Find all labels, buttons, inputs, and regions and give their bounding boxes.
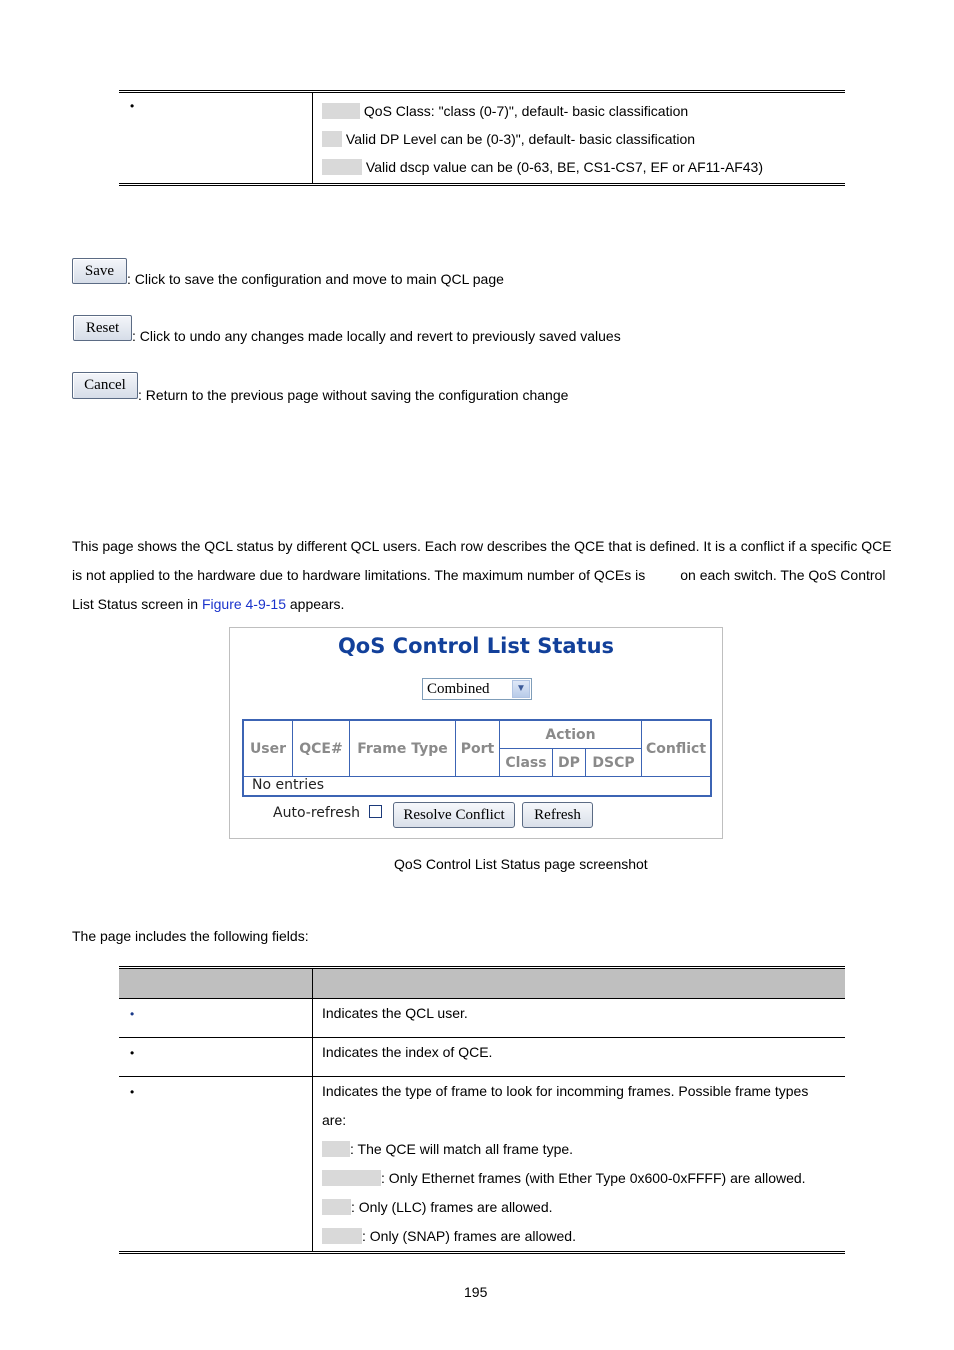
top-table-left-cell <box>119 93 313 183</box>
fields-table-header <box>119 969 845 998</box>
dscp-line: Valid dscp value can be (0-63, BE, CS1-CS7, EF or AF11-AF43) <box>322 153 845 182</box>
chevron-down-icon[interactable]: ▼ <box>512 680 530 698</box>
top-table-row <box>119 93 845 183</box>
resolve-conflict-button[interactable]: Resolve Conflict <box>393 802 515 828</box>
user-select[interactable] <box>422 678 532 700</box>
col-port: Port <box>456 721 500 777</box>
top-table <box>119 90 845 186</box>
table-row <box>119 1076 845 1251</box>
frame-type-llc: : Only (LLC) frames are allowed. <box>322 1193 845 1222</box>
reset-button[interactable]: Reset <box>73 315 132 341</box>
page-number: 195 <box>464 1284 488 1300</box>
qos-status-screenshot <box>229 627 723 839</box>
col-user: User <box>244 721 293 777</box>
col-action: Action <box>500 721 642 749</box>
col-frame-type: Frame Type <box>350 721 456 777</box>
cancel-description: : Return to the previous page without saving the configuration change <box>138 387 569 403</box>
refresh-button[interactable]: Refresh <box>522 802 593 828</box>
dp-level-line: Valid DP Level can be (0-3)", default- basic classification <box>322 125 845 154</box>
user-field-desc: Indicates the QCL user. <box>322 1005 468 1021</box>
save-description: : Click to save the configuration and move to main QCL page <box>127 271 504 287</box>
auto-refresh-label: Auto-refresh <box>273 805 361 821</box>
fields-table <box>119 966 845 1254</box>
frame-type-field-desc: Indicates the type of frame to look for incomming frames. Possible frame types are: : The QCE will match all frame type. : Only Ethernet frames (with Ether Type 0x600-0xFFFF) are allowed. : Only (LLC) frames are allowed. : Only (SNAP) frames are allowed. <box>322 1077 845 1251</box>
table-row <box>119 1037 845 1076</box>
top-table-right-cell <box>322 93 845 182</box>
figure-link[interactable]: Figure 4-9-15 <box>201 596 286 612</box>
bullet-icon: • <box>130 99 135 113</box>
bullet-icon: • <box>130 1046 135 1060</box>
qcl-status-table <box>242 719 712 797</box>
auto-refresh-checkbox[interactable] <box>369 805 382 818</box>
col-conflict: Conflict <box>642 721 710 777</box>
figure-caption: QoS Control List Status page screenshot <box>394 856 648 872</box>
intro-paragraph: This page shows the QCL status by different QCL users. Each row describes the QCE that is defined. It is a conflict if a specific QCE is not applied to the hardware due to hardware limitations. The maximum number of QCEs is on each switch. The QoS Control List Status screen in Figure 4-9-15 appears. <box>72 538 892 612</box>
bullet-icon: • <box>130 1007 135 1021</box>
user-select-value: Combined <box>427 681 490 697</box>
frame-type-any: : The QCE will match all frame type. <box>322 1135 845 1164</box>
col-dscp: DSCP <box>586 749 642 777</box>
col-qce: QCE# <box>293 721 350 777</box>
no-entries-text: No entries <box>252 777 325 793</box>
frame-type-ethernet: : Only Ethernet frames (with Ether Type 0x600-0xFFFF) are allowed. <box>322 1164 845 1193</box>
col-class: Class <box>500 749 553 777</box>
col-dp: DP <box>553 749 586 777</box>
reset-description: : Click to undo any changes made locally and revert to previously saved values <box>132 328 621 344</box>
page-title: QoS Control List Status <box>337 634 615 658</box>
cancel-button[interactable]: Cancel <box>72 372 138 399</box>
qos-class-line: QoS Class: "class (0-7)", default- basic classification <box>322 97 845 126</box>
fields-intro: The page includes the following fields: <box>72 928 309 944</box>
save-button[interactable]: Save <box>72 258 127 284</box>
bullet-icon: • <box>130 1085 135 1099</box>
qce-field-desc: Indicates the index of QCE. <box>322 1044 493 1060</box>
frame-type-snap: : Only (SNAP) frames are allowed. <box>322 1222 845 1251</box>
table-row <box>119 998 845 1037</box>
